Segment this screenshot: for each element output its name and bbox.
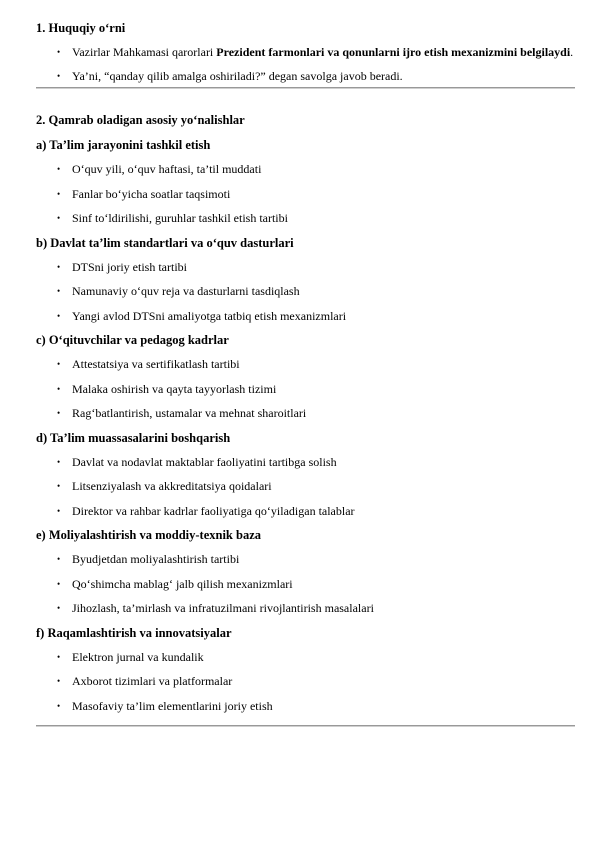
group-title: d) Ta’lim muassasalarini boshqarish <box>36 430 231 445</box>
item-text: Jihozlash, ta’mirlash va infratuzilmani rivojlantirish masalalari <box>72 601 374 615</box>
list-item <box>36 210 575 226</box>
bullet-list <box>36 44 575 84</box>
item-text: Direktor va rahbar kadrlar faoliyatiga qo‘yiladigan talablar <box>72 503 355 518</box>
horizontal-rule <box>36 725 575 727</box>
item-text: Litsenziyalash va akkreditatsiya qoidalari <box>72 479 272 493</box>
group-title: e) Moliyalashtirish va moddiy-texnik baza <box>36 528 262 542</box>
list-item <box>36 478 575 494</box>
item-text: Malaka oshirish va qayta tayyorlash tizimi <box>72 381 277 396</box>
bullet-icon: • <box>57 310 61 321</box>
list-item <box>36 503 575 519</box>
list-item <box>36 381 575 397</box>
direction-group <box>36 625 575 723</box>
bullet-icon: • <box>57 651 61 662</box>
group-title: c) O‘qituvchilar va pedagog kadrlar <box>36 333 229 347</box>
item-text: Vazirlar Mahkamasi qarorlari <box>72 45 217 59</box>
item-text: Namunaviy o‘quv reja va dasturlarni tasdiqlash <box>72 284 300 298</box>
item-text: Elektron jurnal va kundalik <box>72 649 204 664</box>
list-item <box>36 454 575 470</box>
list-item <box>36 68 575 84</box>
bullet-icon: • <box>57 603 61 613</box>
bullet-icon: • <box>57 359 61 369</box>
direction-group <box>36 430 575 528</box>
list-item <box>36 259 575 275</box>
list-item <box>36 698 575 714</box>
direction-group <box>36 527 575 625</box>
section-heading: 2. Qamrab oladigan asosiy yo‘nalishlar <box>36 113 245 127</box>
bullet-list <box>36 649 575 723</box>
list-item <box>36 186 575 202</box>
item-text: Axborot tizimlari va platformalar <box>72 674 233 688</box>
direction-group <box>36 137 575 235</box>
list-item <box>36 44 575 60</box>
group-title: f) Raqamlashtirish va innovatsiyalar <box>36 625 232 640</box>
list-item <box>36 576 575 592</box>
item-text: Byudjetdan moliyalashtirish tartibi <box>72 552 240 566</box>
bullet-icon: • <box>57 188 61 199</box>
group-title: a) Ta’lim jarayonini tashkil etish <box>36 138 211 152</box>
list-item <box>36 673 575 689</box>
direction-groups <box>36 137 575 722</box>
item-text: Masofaviy ta’lim elementlarini joriy etish <box>72 698 273 713</box>
direction-group <box>36 332 575 430</box>
item-text: DTSni joriy etish tartibi <box>72 259 187 274</box>
item-text: Sinf to‘ldirilishi, guruhlar tashkil etish tartibi <box>72 211 288 225</box>
item-text: Ya’ni, “qanday qilib amalga oshiriladi?” degan savolga javob beradi. <box>72 69 403 83</box>
document-page <box>36 20 575 727</box>
item-text: Attestatsiya va sertifikatlash tartibi <box>72 357 240 371</box>
bullet-icon: • <box>57 700 61 711</box>
bullet-icon: • <box>57 286 61 296</box>
direction-group <box>36 235 575 333</box>
list-item <box>36 283 575 299</box>
bullet-icon: • <box>57 71 61 81</box>
bullet-list <box>36 356 575 430</box>
bullet-icon: • <box>57 481 61 491</box>
bullet-icon: • <box>57 164 61 174</box>
item-text-suffix: . <box>570 45 574 59</box>
item-text: Rag‘batlantirish, ustamalar va mehnat sharoitlari <box>72 406 307 420</box>
item-text: Davlat va nodavlat maktablar faoliyatini tartibga solish <box>72 454 337 469</box>
item-text: O‘quv yili, o‘quv haftasi, ta’til muddati <box>72 162 262 176</box>
group-title: b) Davlat ta’lim standartlari va o‘quv dasturlari <box>36 235 294 250</box>
item-text-bold: Prezident farmonlari va qonunlarni ijro etish mexanizmini belgilaydi <box>216 45 571 59</box>
item-text: Qo‘shimcha mablag‘ jalb qilish mexanizmlari <box>72 576 293 591</box>
item-text: Fanlar bo‘yicha soatlar taqsimoti <box>72 186 231 201</box>
list-item <box>36 356 575 372</box>
bullet-icon: • <box>57 456 61 467</box>
bullet-icon: • <box>57 47 61 57</box>
section-main-directions <box>36 112 575 722</box>
list-item <box>36 161 575 177</box>
bullet-list <box>36 259 575 333</box>
list-item <box>36 551 575 567</box>
bullet-icon: • <box>57 578 61 589</box>
bullet-icon: • <box>57 213 61 223</box>
item-text: Yangi avlod DTSni amaliyotga tatbiq etish mexanizmlari <box>72 308 347 323</box>
bullet-icon: • <box>57 505 61 516</box>
bullet-list <box>36 161 575 235</box>
list-item <box>36 308 575 324</box>
section-heading: 1. Huquqiy o‘rni <box>36 21 126 35</box>
list-item <box>36 405 575 421</box>
list-item <box>36 600 575 616</box>
bullet-list <box>36 551 575 625</box>
section-legal-status <box>36 20 575 84</box>
bullet-icon: • <box>57 261 61 272</box>
bullet-icon: • <box>57 383 61 394</box>
bullet-icon: • <box>57 554 61 564</box>
bullet-icon: • <box>57 676 61 686</box>
bullet-icon: • <box>57 408 61 418</box>
bullet-list <box>36 454 575 528</box>
list-item <box>36 649 575 665</box>
